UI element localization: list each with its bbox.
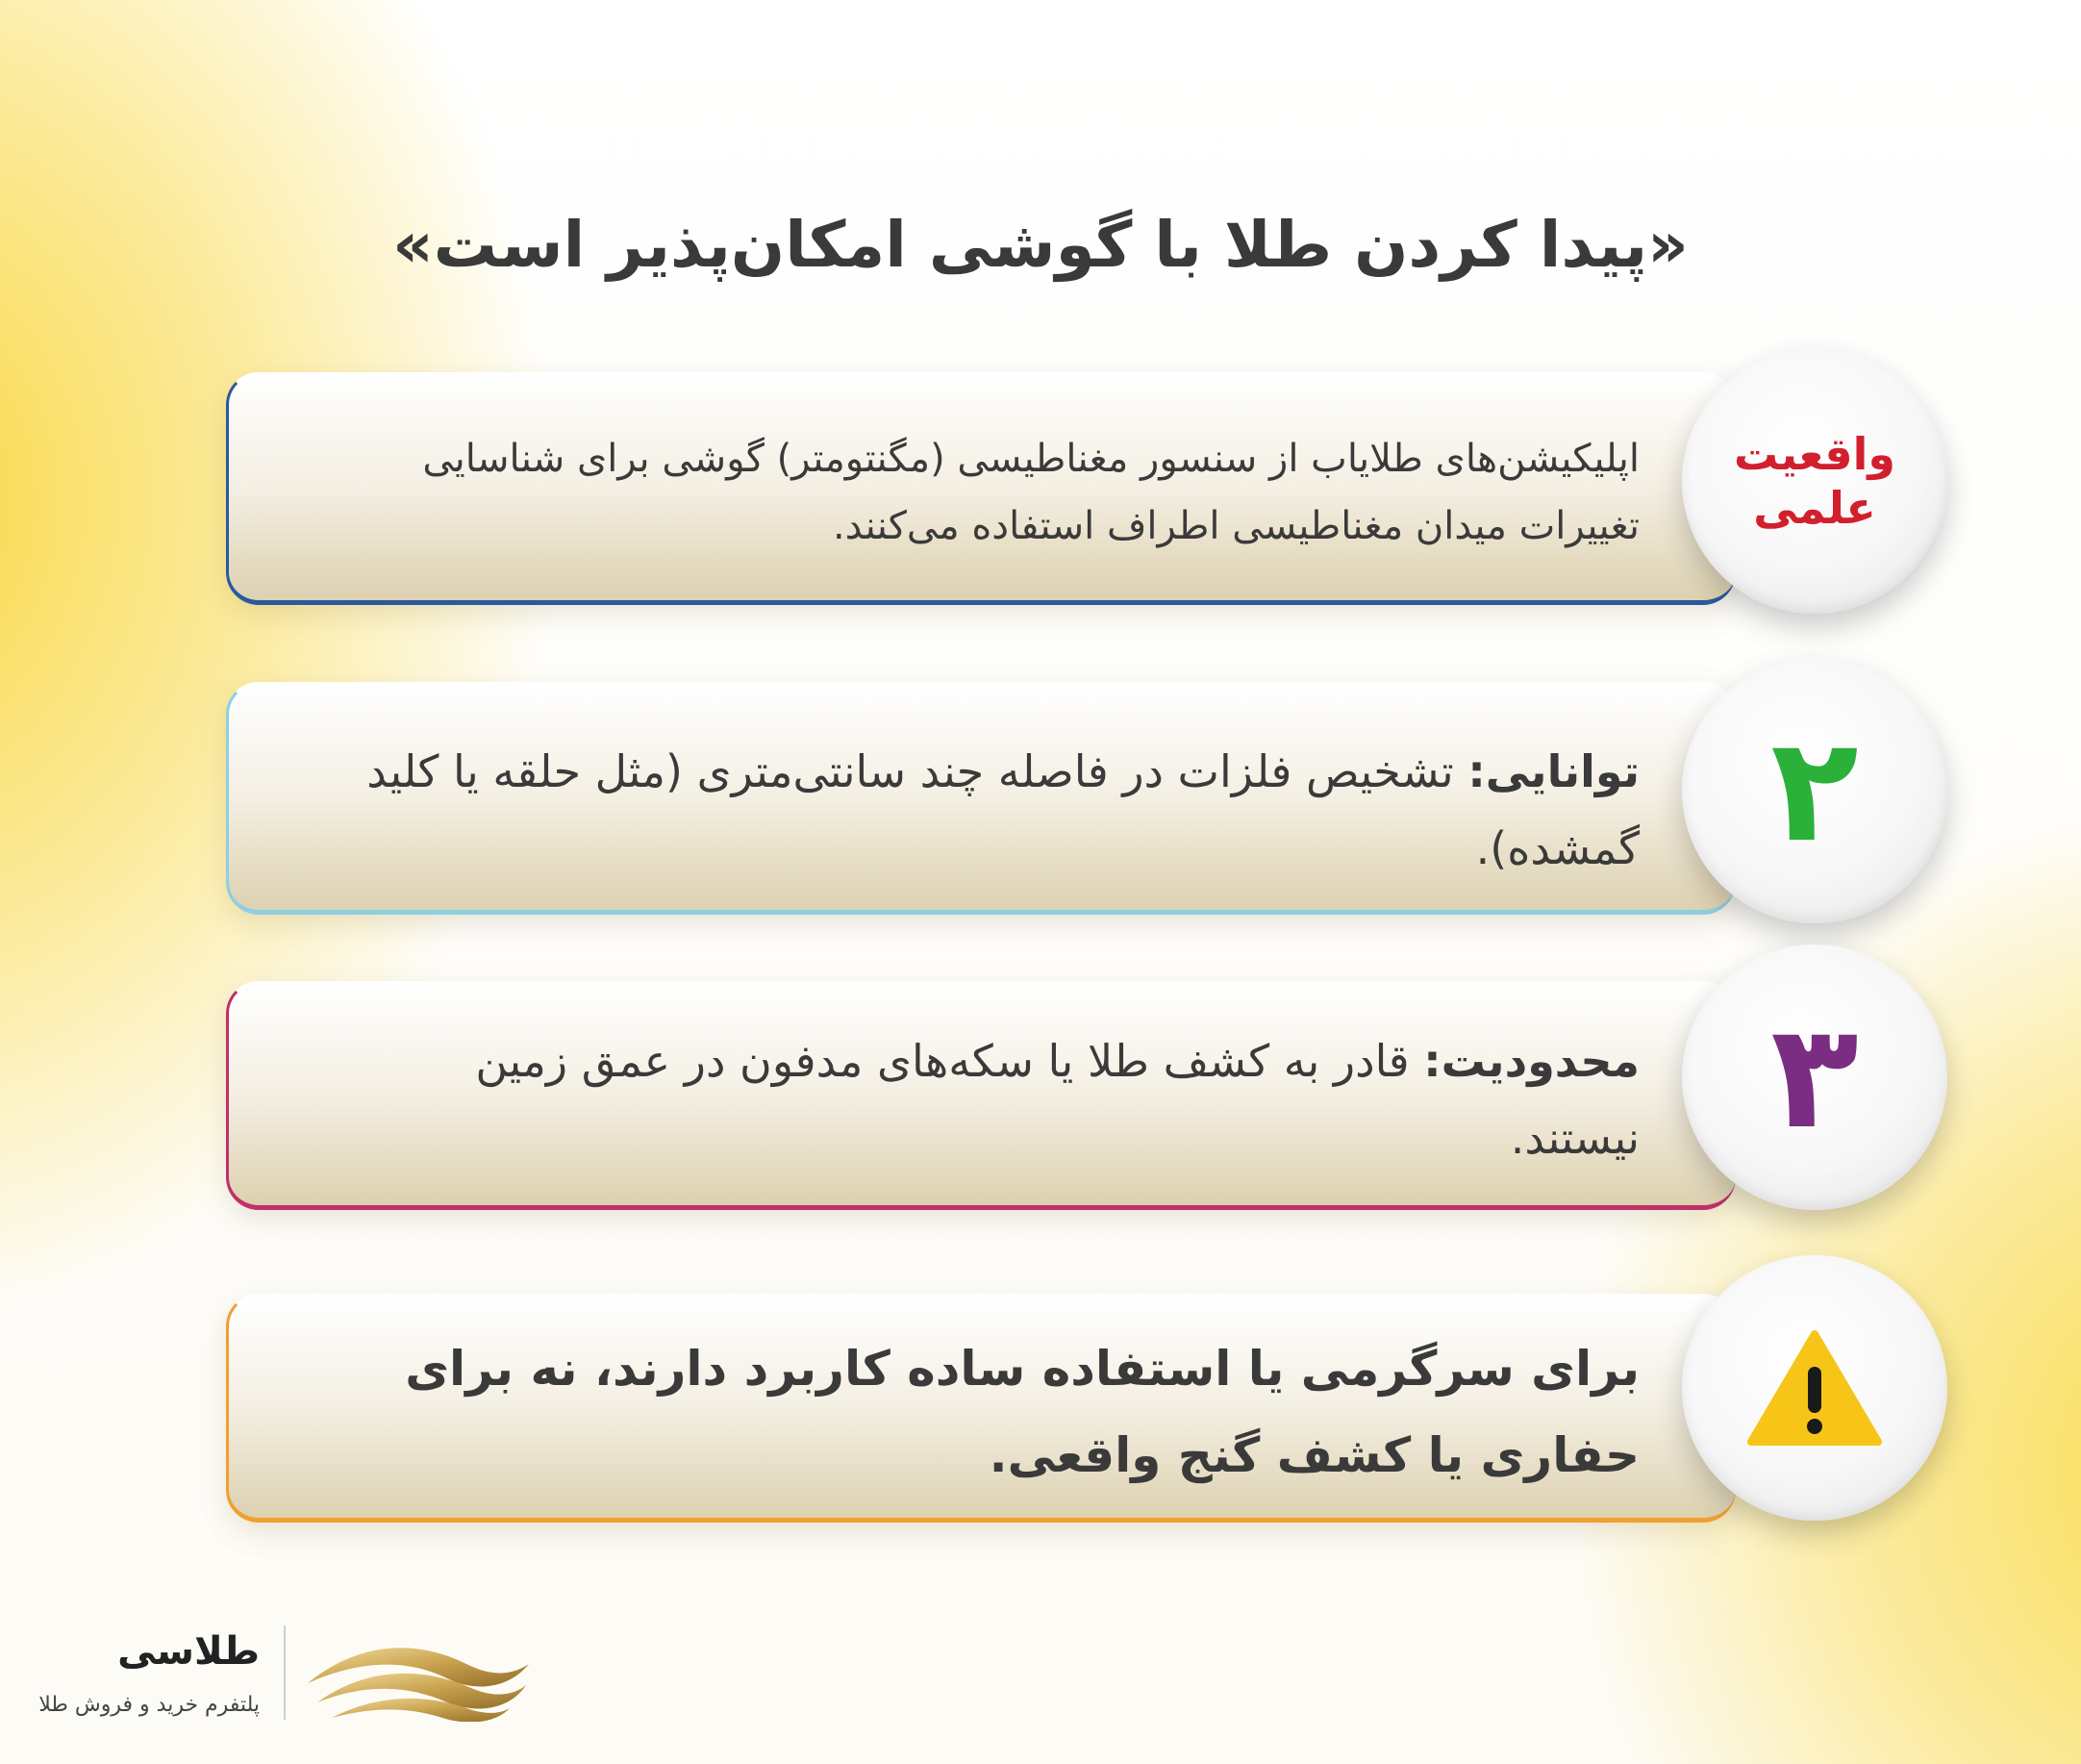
limitation-text: قادر به کشف طلا یا سکه‌های مدفون در عمق زمین نیستند.	[475, 1035, 1640, 1164]
warning-circle	[1682, 1255, 1947, 1521]
card-body	[226, 682, 1736, 915]
card-body	[226, 372, 1736, 605]
ability-label: توانایی:	[1467, 745, 1640, 797]
card-scientific-fact	[226, 348, 1947, 617]
brand-block	[29, 1627, 260, 1717]
badge-scientific-fact: واقعیت علمی	[1734, 428, 1895, 534]
brand-logo-icon	[303, 1635, 534, 1722]
warning-icon	[1747, 1328, 1882, 1448]
card-warning	[226, 1255, 1947, 1534]
card-text	[361, 1022, 1640, 1176]
brand-divider	[284, 1625, 286, 1720]
card-text	[361, 733, 1640, 887]
ability-text: تشخیص فلزات در فاصله چند سانتی‌متری (مثل حلقه یا کلید گمشده).	[366, 745, 1640, 874]
card-ability	[226, 658, 1947, 927]
brand-name: طلاسی	[117, 1629, 260, 1674]
number-circle	[1682, 945, 1947, 1210]
badge-circle	[1682, 348, 1947, 614]
card-text: اپلیکیشن‌های طلایاب از سنسور مغناطیسی (مگنتومتر) گوشی برای شناسایی تغییرات میدان مغناطیسی اطراف استفاده می‌کنند.	[422, 437, 1640, 548]
card-body	[226, 1294, 1736, 1523]
page-title: «پیدا کردن طلا با گوشی امکان‌پذیر است»	[392, 208, 1689, 282]
number-circle	[1682, 658, 1947, 923]
card-limitation	[226, 943, 1947, 1212]
card-text: برای سرگرمی یا استفاده ساده کاربرد دارند، نه برای حفاری یا کشف گنج واقعی.	[405, 1341, 1640, 1483]
number-3: ۳	[1770, 994, 1859, 1161]
brand-tagline: پلتفرم خرید و فروش طلا	[38, 1693, 260, 1717]
limitation-label: محدودیت:	[1423, 1035, 1640, 1087]
number-2: ۲	[1770, 707, 1859, 874]
card-body	[226, 981, 1736, 1210]
